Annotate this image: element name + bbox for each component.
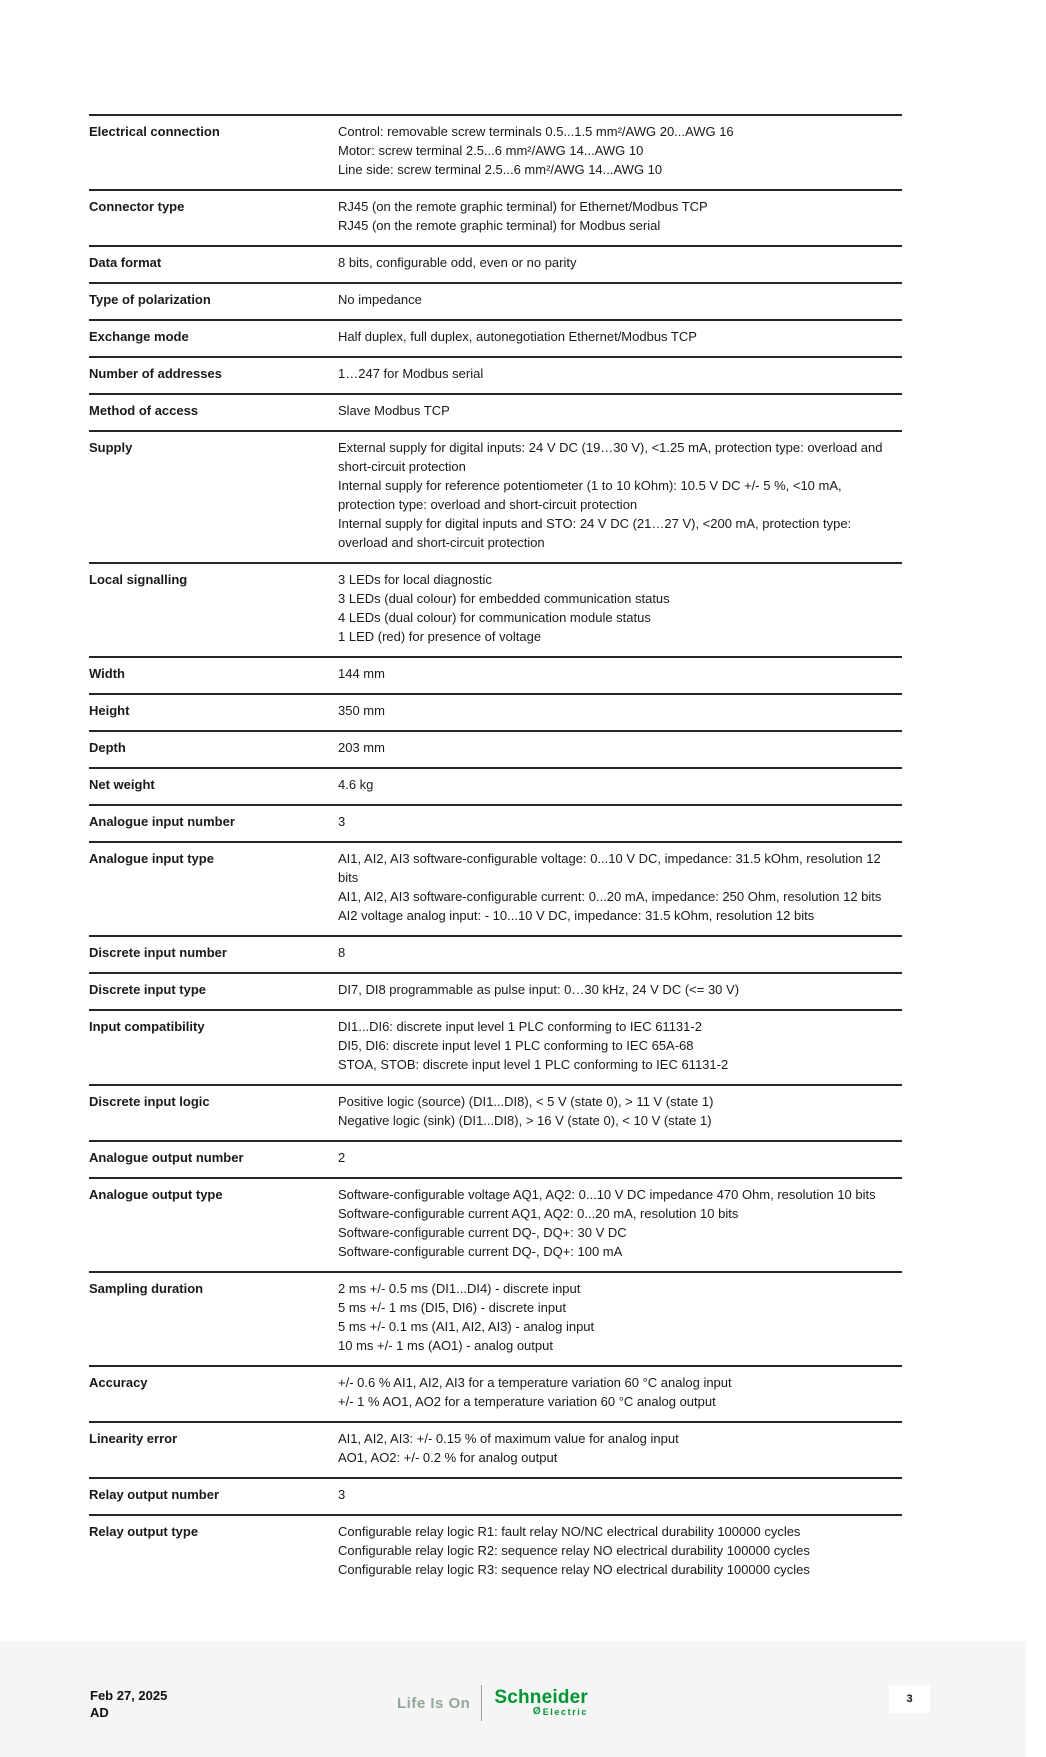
spec-value-line: 8 <box>338 945 346 960</box>
spec-value-line: 144 mm <box>338 666 385 681</box>
spec-row <box>89 319 902 356</box>
spec-row <box>89 1140 902 1177</box>
spec-value-line: 350 mm <box>338 703 385 718</box>
spec-value-line: AI1, AI2, AI3: +/- 0.15 % of maximum value for analog input <box>338 1431 679 1446</box>
spec-value-line: +/- 0.6 % AI1, AI2, AI3 for a temperature variation 60 °C analog input <box>338 1375 732 1390</box>
spec-label: Local signalling <box>89 572 188 587</box>
spec-row <box>89 1084 902 1140</box>
spec-value-line: No impedance <box>338 292 422 307</box>
page-footer <box>0 1641 1026 1757</box>
spec-row <box>89 841 902 935</box>
spec-value-line: Configurable relay logic R2: sequence relay NO electrical durability 100000 cycles <box>338 1543 810 1558</box>
spec-label: Width <box>89 666 125 681</box>
spec-value-line: AI2 voltage analog input: - 10...10 V DC, impedance: 31.5 kOhm, resolution 12 bits <box>338 908 815 923</box>
spec-value <box>338 664 902 683</box>
spec-value-line: Software-configurable current DQ-, DQ+: 30 V DC <box>338 1225 627 1240</box>
spec-value-line: Internal supply for reference potentiometer (1 to 10 kOhm): 10.5 V DC +/- 5 %, <10 mA, protection type: overload and short-circuit protection <box>338 478 842 512</box>
spec-value-line: 4.6 kg <box>338 777 374 792</box>
spec-label: Accuracy <box>89 1375 148 1390</box>
spec-value-line: Line side: screw terminal 2.5...6 mm²/AWG 14...AWG 10 <box>338 162 663 177</box>
spec-value-line: Software-configurable current DQ-, DQ+: 100 mA <box>338 1244 623 1259</box>
spec-label: Electrical connection <box>89 124 220 139</box>
spec-label: Supply <box>89 440 133 455</box>
spec-label: Height <box>89 703 130 718</box>
spec-value-line: 3 LEDs (dual colour) for embedded communication status <box>338 591 670 606</box>
spec-value-line: RJ45 (on the remote graphic terminal) for Ethernet/Modbus TCP <box>338 199 708 214</box>
spec-value <box>338 364 902 383</box>
spec-value-line: 10 ms +/- 1 ms (AO1) - analog output <box>338 1338 553 1353</box>
spec-row <box>89 393 902 430</box>
spec-value-line: AI1, AI2, AI3 software-configurable current: 0...20 mA, impedance: 250 Ohm, resolution 12 bits <box>338 889 882 904</box>
spec-value-line: 1…247 for Modbus serial <box>338 366 484 381</box>
life-is-on-tagline: Life Is On <box>397 1694 471 1712</box>
spec-row <box>89 282 902 319</box>
spec-value-line: DI7, DI8 programmable as pulse input: 0…30 kHz, 24 V DC (<= 30 V) <box>338 982 740 997</box>
spec-label: Relay output number <box>89 1487 220 1502</box>
spec-label: Discrete input number <box>89 945 227 960</box>
spec-value-line: Configurable relay logic R1: fault relay NO/NC electrical durability 100000 cycles <box>338 1524 801 1539</box>
spec-label: Analogue output type <box>89 1187 223 1202</box>
spec-label: Analogue input type <box>89 851 214 866</box>
spec-value <box>338 1092 902 1130</box>
spec-value-line: Slave Modbus TCP <box>338 403 450 418</box>
spec-value <box>338 1185 902 1261</box>
spec-value-line: 3 LEDs for local diagnostic <box>338 572 492 587</box>
footer-date-block <box>90 1687 167 1721</box>
spec-label: Discrete input logic <box>89 1094 210 1109</box>
spec-label: Data format <box>89 255 162 270</box>
spec-value-line: DI1...DI6: discrete input level 1 PLC conforming to IEC 61131-2 <box>338 1019 702 1034</box>
spec-value <box>338 812 902 831</box>
spec-value <box>338 1485 902 1504</box>
footer-doc-ref: AD <box>90 1705 109 1720</box>
spec-label: Input compatibility <box>89 1019 205 1034</box>
spec-value-line: Internal supply for digital inputs and STO: 24 V DC (21…27 V), <200 mA, protection type: overload and short-circuit protection <box>338 516 852 550</box>
spec-value-line: 3 <box>338 1487 346 1502</box>
spec-row <box>89 245 902 282</box>
spec-row <box>89 356 902 393</box>
spec-row <box>89 1177 902 1271</box>
spec-value-line: RJ45 (on the remote graphic terminal) for Modbus serial <box>338 218 661 233</box>
spec-row <box>89 1421 902 1477</box>
spec-table <box>89 114 902 1589</box>
spec-value-line: DI5, DI6: discrete input level 1 PLC conforming to IEC 65A-68 <box>338 1038 694 1053</box>
spec-row <box>89 1271 902 1365</box>
spec-value-line: 2 ms +/- 0.5 ms (DI1...DI4) - discrete input <box>338 1281 581 1296</box>
spec-value-line: Software-configurable voltage AQ1, AQ2: 0...10 V DC impedance 470 Ohm, resolution 10 bits <box>338 1187 876 1202</box>
spec-value <box>338 438 902 552</box>
spec-row <box>89 562 902 656</box>
spec-value-line: 5 ms +/- 1 ms (DI5, DI6) - discrete input <box>338 1300 566 1315</box>
spec-label: Type of polarization <box>89 292 211 307</box>
brand-name: Schneider <box>494 1687 589 1708</box>
spec-label: Number of addresses <box>89 366 222 381</box>
spec-value <box>338 1522 902 1579</box>
spec-label: Analogue input number <box>89 814 235 829</box>
spec-value-line: 1 LED (red) for presence of voltage <box>338 629 542 644</box>
spec-label: Connector type <box>89 199 185 214</box>
brand-sub-label: Electric <box>542 1707 589 1717</box>
schneider-wordmark <box>494 1689 588 1717</box>
spec-row <box>89 1009 902 1084</box>
spec-value-line: 5 ms +/- 0.1 ms (AI1, AI2, AI3) - analog input <box>338 1319 595 1334</box>
spec-row <box>89 1514 902 1589</box>
spec-value-line: External supply for digital inputs: 24 V DC (19…30 V), <1.25 mA, protection type: overload and short-circuit protection <box>338 440 883 474</box>
spec-value <box>338 1429 902 1467</box>
spec-row <box>89 1365 902 1421</box>
spec-row <box>89 804 902 841</box>
page-number <box>889 1685 930 1713</box>
spec-row <box>89 972 902 1009</box>
spec-row <box>89 730 902 767</box>
spec-value-line: Negative logic (sink) (DI1...DI8), > 16 V (state 0), < 10 V (state 1) <box>338 1113 712 1128</box>
spec-label: Method of access <box>89 403 199 418</box>
spec-label: Sampling duration <box>89 1281 204 1296</box>
spec-label: Relay output type <box>89 1524 199 1539</box>
spec-value-line: 4 LEDs (dual colour) for communication module status <box>338 610 651 625</box>
spec-value <box>338 701 902 720</box>
spec-row <box>89 935 902 972</box>
spec-value <box>338 775 902 794</box>
spec-label: Exchange mode <box>89 329 189 344</box>
spec-row <box>89 189 902 245</box>
spec-value-line: AI1, AI2, AI3 software-configurable voltage: 0...10 V DC, impedance: 31.5 kOhm, resolution 12 bits <box>338 851 881 885</box>
spec-row <box>89 767 902 804</box>
spec-label: Discrete input type <box>89 982 207 997</box>
spec-value <box>338 290 902 309</box>
footer-date: Feb 27, 2025 <box>90 1688 168 1703</box>
spec-value <box>338 849 902 925</box>
schneider-emblem-icon: Ø <box>532 1706 541 1717</box>
spec-value-line: 2 <box>338 1150 346 1165</box>
spec-row <box>89 114 902 189</box>
spec-label: Analogue output number <box>89 1150 244 1165</box>
spec-value-line: 3 <box>338 814 346 829</box>
spec-row <box>89 656 902 693</box>
spec-value <box>338 401 902 420</box>
spec-row <box>89 1477 902 1514</box>
logo-divider <box>481 1685 482 1721</box>
spec-value-line: Control: removable screw terminals 0.5...1.5 mm²/AWG 20...AWG 16 <box>338 124 734 139</box>
spec-value <box>338 738 902 757</box>
spec-value-line: AO1, AO2: +/- 0.2 % for analog output <box>338 1450 558 1465</box>
spec-value <box>338 570 902 646</box>
spec-value <box>338 1017 902 1074</box>
spec-value-line: Software-configurable current AQ1, AQ2: 0...20 mA, resolution 10 bits <box>338 1206 739 1221</box>
spec-value-line: 203 mm <box>338 740 385 755</box>
spec-value-line: +/- 1 % AO1, AO2 for a temperature variation 60 °C analog output <box>338 1394 716 1409</box>
spec-value <box>338 943 902 962</box>
spec-value-line: Motor: screw terminal 2.5...6 mm²/AWG 14...AWG 10 <box>338 143 644 158</box>
spec-value <box>338 980 902 999</box>
schneider-logo <box>397 1685 588 1721</box>
spec-label: Linearity error <box>89 1431 178 1446</box>
spec-value-line: Positive logic (source) (DI1...DI8), < 5 V (state 0), > 11 V (state 1) <box>338 1094 714 1109</box>
spec-row <box>89 430 902 562</box>
spec-value <box>338 253 902 272</box>
spec-value <box>338 122 902 179</box>
spec-value-line: 8 bits, configurable odd, even or no parity <box>338 255 577 270</box>
spec-value-line: STOA, STOB: discrete input level 1 PLC conforming to IEC 61131-2 <box>338 1057 729 1072</box>
spec-value-line: Configurable relay logic R3: sequence relay NO electrical durability 100000 cycles <box>338 1562 810 1577</box>
spec-value <box>338 1373 902 1411</box>
spec-value-line: Half duplex, full duplex, autonegotiation Ethernet/Modbus TCP <box>338 329 697 344</box>
spec-value <box>338 1148 902 1167</box>
page-number-value: 3 <box>906 1693 913 1705</box>
spec-value <box>338 197 902 235</box>
spec-value <box>338 1279 902 1355</box>
spec-value <box>338 327 902 346</box>
brand-sub <box>533 1707 588 1717</box>
spec-row <box>89 693 902 730</box>
spec-label: Depth <box>89 740 126 755</box>
spec-label: Net weight <box>89 777 155 792</box>
